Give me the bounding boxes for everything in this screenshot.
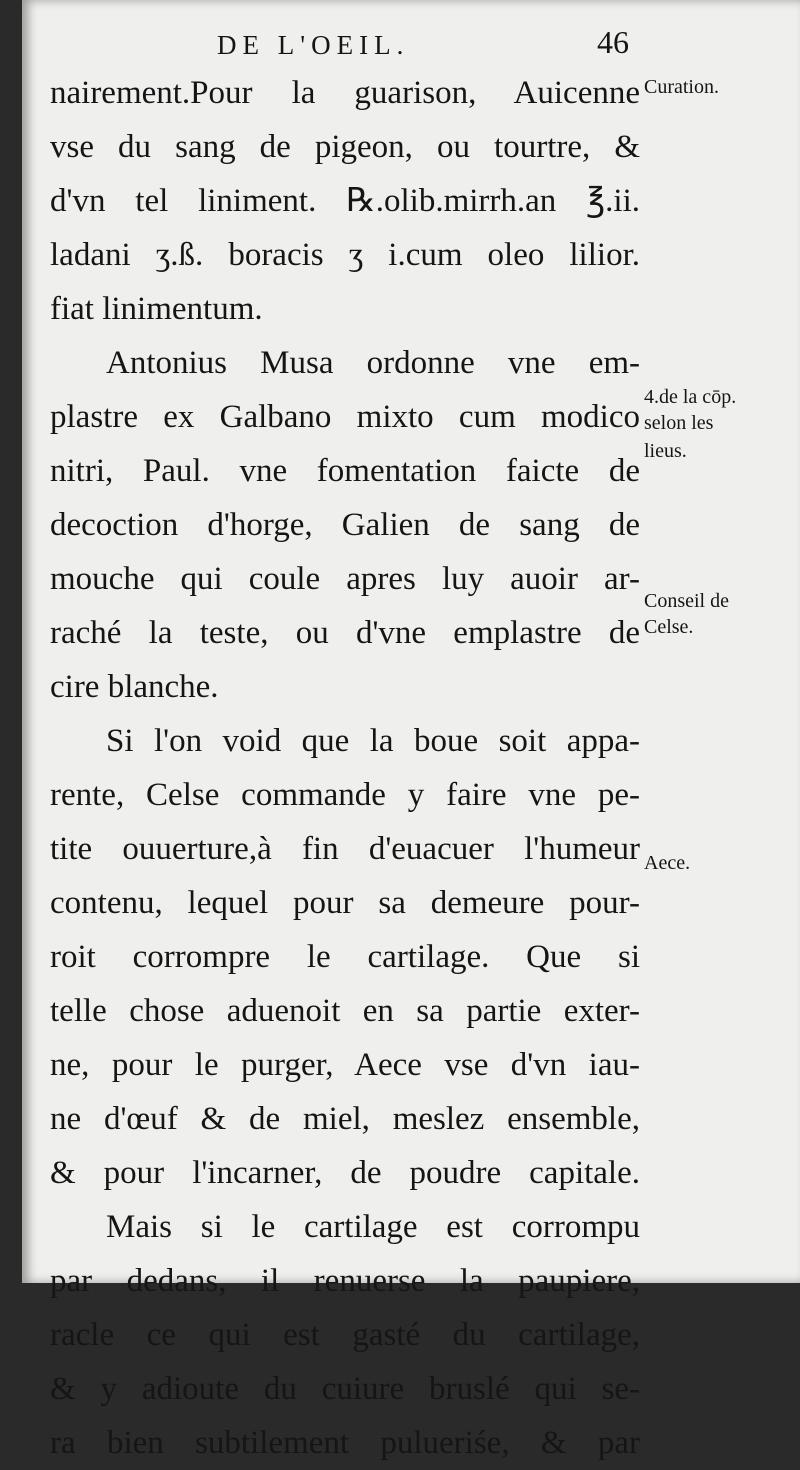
margin-note-aece: Aece. — [644, 852, 691, 874]
margin-note-curation: Curation. — [644, 76, 719, 98]
text-line: cire blanche. — [50, 669, 219, 705]
text-line: decoction d'horge, Galien de sang de — [50, 507, 640, 543]
text-line: vse du sang de pigeon, ou tourtre, & — [50, 129, 640, 165]
text-line: contenu, lequel pour sa demeure pour- — [50, 885, 640, 921]
text-line: Mais si le cartilage est corrompu — [106, 1209, 640, 1245]
margin-note-celse: Celse. — [644, 616, 694, 638]
running-title: DE L'OEIL. — [217, 30, 410, 60]
text-line: telle chose aduenoit en sa partie exter- — [50, 993, 640, 1029]
text-line: ra bien subtilement pulueriśe, & par — [50, 1425, 640, 1461]
text-line: Antonius Musa ordonne vne em- — [106, 345, 640, 381]
text-line: raché la teste, ou d'vne emplastre de — [50, 615, 640, 651]
margin-note-conseil: Conseil de — [644, 590, 729, 612]
text-line: d'vn tel liniment. ℞.olib.mirrh.an ℥.ii. — [50, 183, 640, 219]
text-line: nairement.Pour la guarison, Auicenne — [50, 75, 640, 111]
text-line: mouche qui coule apres luy auoir ar- — [50, 561, 640, 597]
margin-note-composition: 4.de la cōp. — [644, 386, 737, 408]
text-line: Si l'on void que la boue soit appa- — [106, 723, 640, 759]
text-line: nitri, Paul. vne fomentation faicte de — [50, 453, 640, 489]
running-header — [22, 24, 662, 70]
text-line: racle ce qui est gasté du cartilage, — [50, 1317, 640, 1353]
book-page — [22, 0, 800, 1461]
text-line: ladani ʒ.ß. boracis ʒ i.cum oleo lilior. — [50, 237, 640, 273]
text-line: par dedans, il renuerse la paupiere, — [50, 1263, 640, 1299]
text-line: tite ouuerture,à fin d'euacuer l'humeur — [50, 831, 640, 867]
body-text — [50, 66, 640, 1470]
margin-note-lieus: lieus. — [644, 440, 687, 462]
text-line: ne, pour le purger, Aece vse d'vn iau- — [50, 1047, 640, 1083]
text-line: roit corrompre le cartilage. Que si — [50, 939, 640, 975]
text-line: & pour l'incarner, de poudre capitale. — [50, 1155, 640, 1191]
text-line: fiat linimentum. — [50, 291, 263, 327]
margin-note-selon-les: selon les — [644, 412, 714, 434]
text-line: plastre ex Galbano mixto cum modico — [50, 399, 640, 435]
text-line: & y adioute du cuiure bruslé qui se- — [50, 1371, 640, 1407]
page-number: 46 — [597, 24, 629, 60]
text-line: ne d'œuf & de miel, meslez ensemble, — [50, 1101, 640, 1137]
text-line: rente, Celse commande y faire vne pe- — [50, 777, 640, 813]
